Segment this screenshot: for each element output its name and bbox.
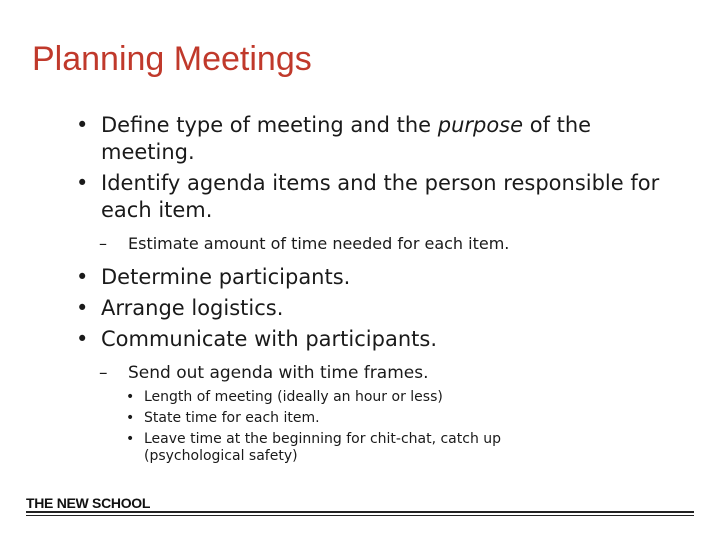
sub-sub-bullet-text: Length of meeting (ideally an hour or less) bbox=[144, 389, 443, 405]
school-logo: THE NEW SCHOOL bbox=[26, 495, 151, 511]
bullet-marker: • bbox=[126, 410, 135, 426]
sub-sub-bullet-length bbox=[126, 389, 676, 406]
bullet-marker: • bbox=[126, 389, 135, 405]
sub-bullet-estimate-time bbox=[71, 234, 676, 254]
bullet-marker: • bbox=[76, 296, 89, 320]
slide-title: Planning Meetings bbox=[32, 40, 312, 78]
bullet-text: Define type of meeting and the bbox=[101, 113, 438, 137]
bullet-marker: • bbox=[76, 327, 89, 351]
dash-marker: – bbox=[99, 234, 107, 253]
sub-bullet-text: Estimate amount of time needed for each item. bbox=[128, 234, 510, 253]
sub-sub-bullet-state-time bbox=[126, 410, 676, 427]
bullet-marker: • bbox=[76, 113, 89, 137]
dash-marker: – bbox=[99, 363, 108, 383]
bullet-text: Identify agenda items and the person responsible for each item. bbox=[101, 171, 660, 222]
bullet-item-purpose bbox=[76, 112, 676, 166]
bullet-text: of the meeting. bbox=[101, 113, 592, 164]
bullet-text: Communicate with participants. bbox=[101, 327, 437, 351]
footer-divider bbox=[26, 511, 694, 513]
sub-sub-bullet-text: Leave time at the beginning for chit-chat, catch up (psychological safety) bbox=[144, 431, 502, 464]
bullet-text: Arrange logistics. bbox=[101, 296, 284, 320]
footer-divider-thin bbox=[26, 515, 694, 516]
sub-bullet-text: Send out agenda with time frames. bbox=[128, 363, 429, 383]
sub-sub-bullet-leave-time bbox=[126, 431, 564, 465]
bullet-list bbox=[76, 112, 676, 469]
bullet-item-agenda bbox=[76, 170, 676, 224]
bullet-item-participants bbox=[76, 264, 676, 291]
bullet-marker: • bbox=[126, 431, 135, 447]
sub-sub-bullet-text: State time for each item. bbox=[144, 410, 320, 426]
bullet-marker: • bbox=[76, 265, 89, 289]
bullet-item-communicate bbox=[76, 326, 676, 353]
bullet-marker: • bbox=[76, 171, 89, 195]
bullet-item-logistics bbox=[76, 295, 676, 322]
bullet-text: Determine participants. bbox=[101, 265, 351, 289]
bullet-emphasis: purpose bbox=[437, 113, 524, 137]
sub-bullet-send-agenda bbox=[71, 363, 676, 383]
